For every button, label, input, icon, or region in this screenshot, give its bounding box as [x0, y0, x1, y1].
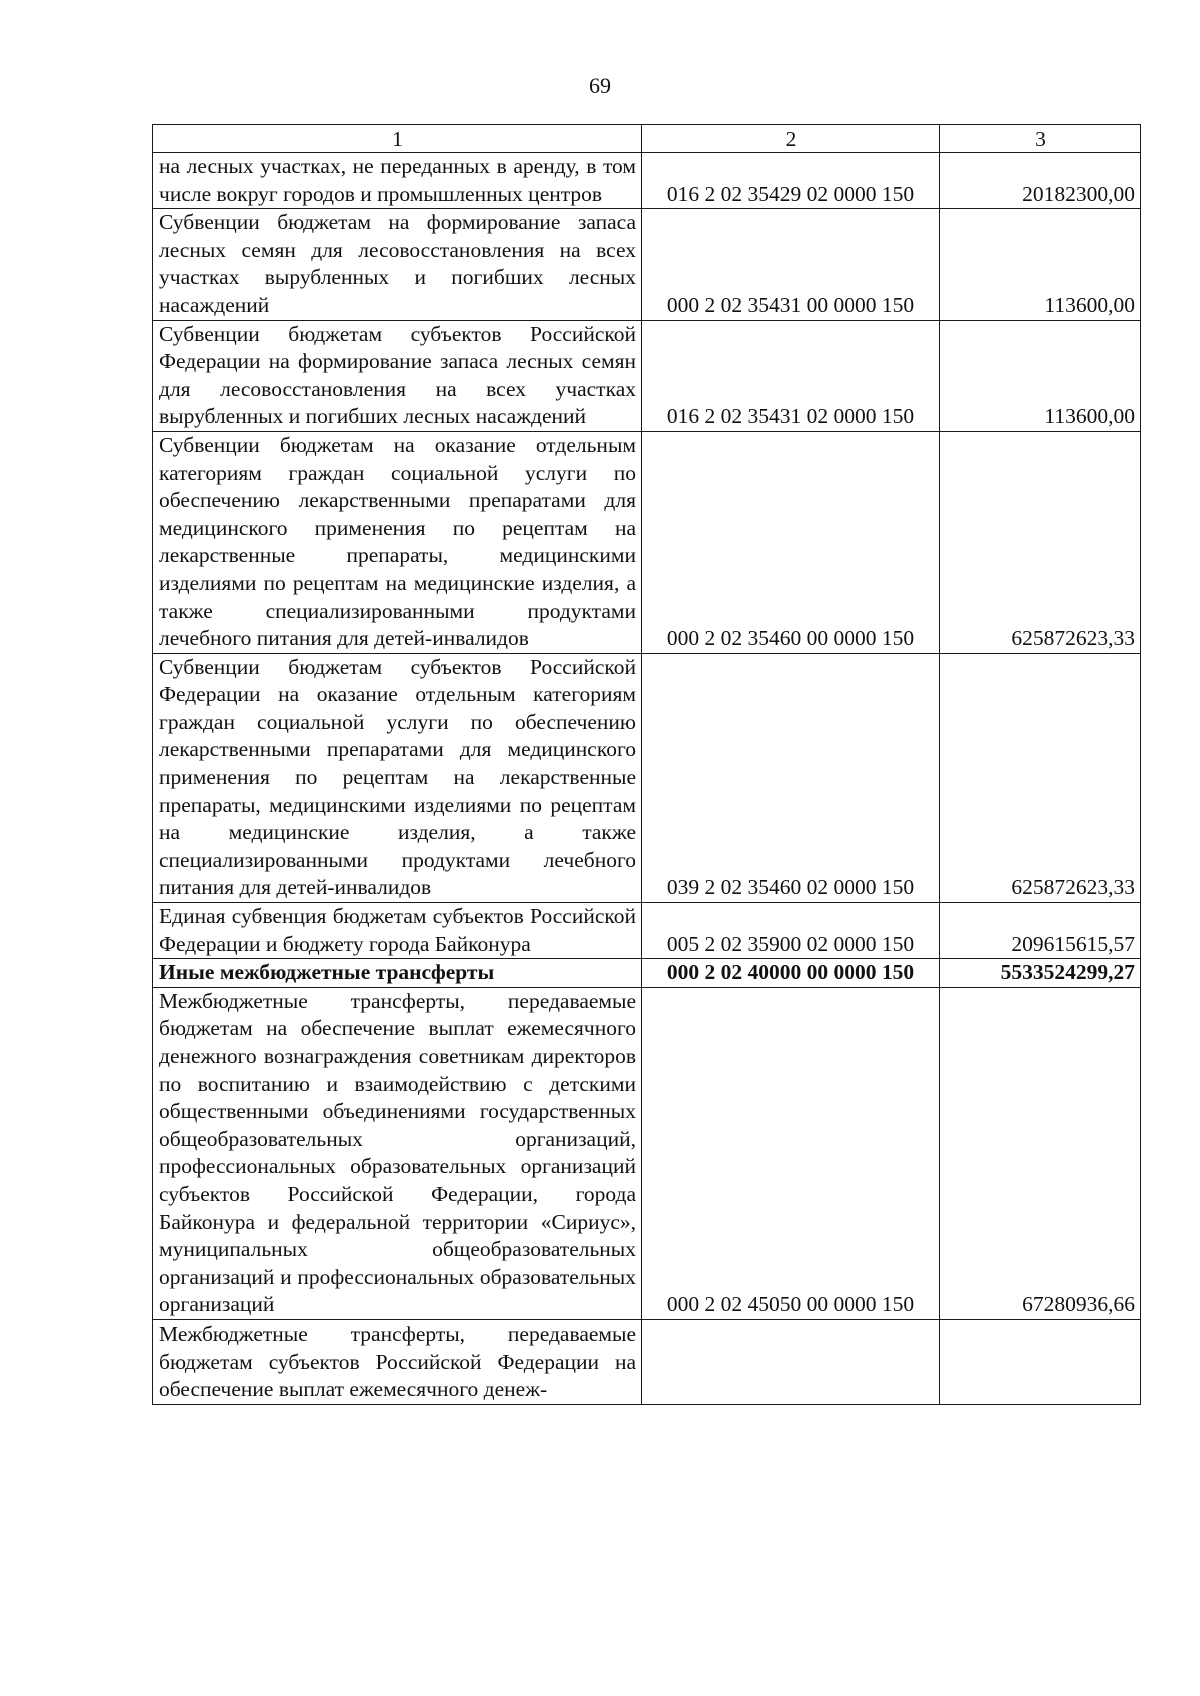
table-row [153, 153, 1141, 209]
row-amount: 625872623,33 [940, 431, 1141, 653]
column-header-amount: 3 [940, 125, 1141, 153]
table-row [153, 320, 1141, 431]
table-row [153, 431, 1141, 653]
row-code: 039 2 02 35460 02 0000 150 [642, 653, 940, 902]
row-code: 005 2 02 35900 02 0000 150 [642, 903, 940, 959]
row-name: Иные межбюджетные трансферты [153, 959, 642, 988]
row-amount: 625872623,33 [940, 653, 1141, 902]
row-name: Субвенции бюджетам на формирование запаса лесных семян для лесовосстановления на всех участках вырубленных и погибших лесных насаждений [153, 209, 642, 320]
table-header-row [153, 125, 1141, 153]
row-name: Субвенции бюджетам на оказание отдельным категориям граждан социальной услуги по обеспечению лекарственными препаратами для медицинского применения по рецептам на лекарственные препараты, медицинскими изделиями по рецептам на медицинские изделия, а также специализированными продуктами лечебного питания для детей-инвалидов [153, 431, 642, 653]
budget-revenue-table [152, 124, 1141, 1405]
page-number: 69 [589, 73, 611, 98]
table-row [153, 903, 1141, 959]
table-row [153, 987, 1141, 1319]
table-row [153, 653, 1141, 902]
row-amount: 20182300,00 [940, 153, 1141, 209]
row-name: Межбюджетные трансферты, передаваемые бюджетам субъектов Российской Федерации на обеспечение выплат ежемесячного денеж- [153, 1319, 642, 1404]
row-name: Единая субвенция бюджетам субъектов Российской Федерации и бюджету города Байконура [153, 903, 642, 959]
table-row-total [153, 959, 1141, 988]
row-code [642, 1319, 940, 1404]
row-name: Межбюджетные трансферты, передаваемые бюджетам на обеспечение выплат ежемесячного денежного вознаграждения советникам директоров по воспитанию и взаимодействию с детскими общественными объединениями государственных общеобразовательных организаций, профессиональных образовательных организаций субъектов Российской Федерации, города Байконура и федеральной территории «Сириус», муниципальных общеобразовательных организаций и профессиональных образовательных организаций [153, 987, 642, 1319]
row-amount: 113600,00 [940, 209, 1141, 320]
row-amount: 5533524299,27 [940, 959, 1141, 988]
column-header-code: 2 [642, 125, 940, 153]
row-name: на лесных участках, не переданных в аренду, в том числе вокруг городов и промышленных центров [153, 153, 642, 209]
row-code: 000 2 02 40000 00 0000 150 [642, 959, 940, 988]
row-code: 016 2 02 35431 02 0000 150 [642, 320, 940, 431]
row-amount [940, 1319, 1141, 1404]
row-name: Субвенции бюджетам субъектов Российской Федерации на оказание отдельным категориям граждан социальной услуги по обеспечению лекарственными препаратами для медицинского применения по рецептам на лекарственные препараты, медицинскими изделиями по рецептам на медицинские изделия, а также специализированными продуктами лечебного питания для детей-инвалидов [153, 653, 642, 902]
table-row [153, 1319, 1141, 1404]
row-amount: 67280936,66 [940, 987, 1141, 1319]
table-row [153, 209, 1141, 320]
column-header-name: 1 [153, 125, 642, 153]
row-name: Субвенции бюджетам субъектов Российской Федерации на формирование запаса лесных семян для лесовосстановления на всех участках вырубленных и погибших лесных насаждений [153, 320, 642, 431]
row-amount: 113600,00 [940, 320, 1141, 431]
row-code: 000 2 02 35431 00 0000 150 [642, 209, 940, 320]
row-code: 000 2 02 45050 00 0000 150 [642, 987, 940, 1319]
row-code: 000 2 02 35460 00 0000 150 [642, 431, 940, 653]
row-amount: 209615615,57 [940, 903, 1141, 959]
row-code: 016 2 02 35429 02 0000 150 [642, 153, 940, 209]
